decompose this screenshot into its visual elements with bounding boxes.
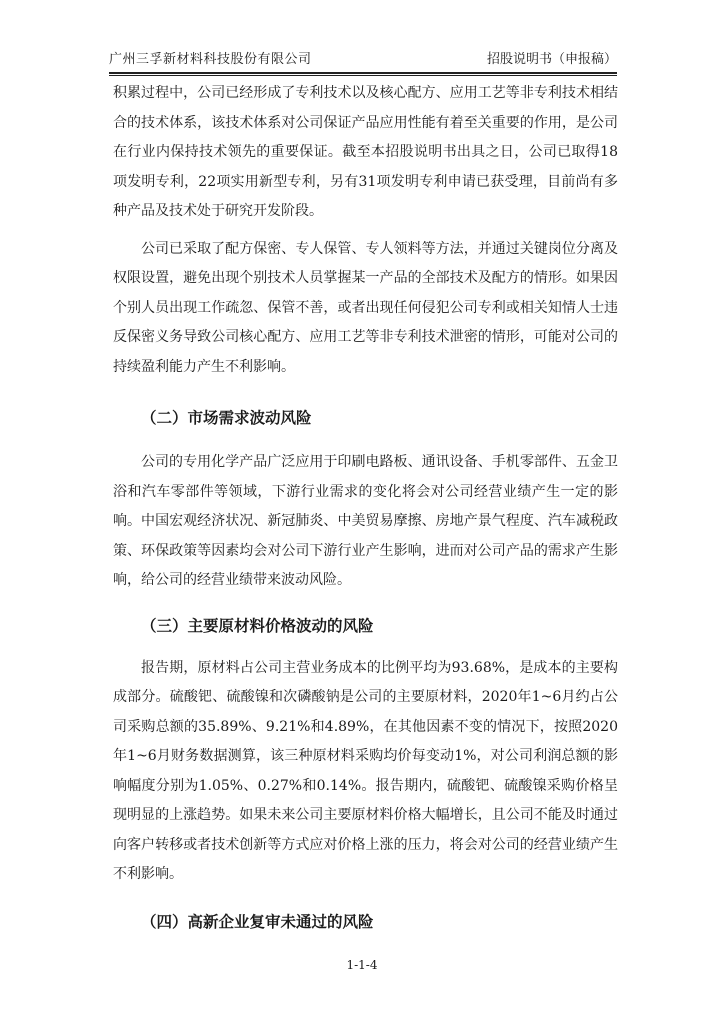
paragraph-market-demand: 公司的专用化学产品广泛应用于印刷电路板、通讯设备、手机零部件、五金卫浴和汽车零部件等领域，下游行业需求的变化将会对公司经营业绩产生一定的影响。中国宏观经济状况、新冠肺炎、中美贸易摩擦、房地产景气程度、汽车减税政策、环保政策等因素均会对公司下游行业产生影响，进而对公司产品的需求产生影响，给公司的经营业绩带来波动风险。: [113, 454, 618, 588]
header-rule-thin: [109, 75, 617, 76]
section-heading-market-demand: （二）市场需求波动风险: [141, 409, 312, 427]
page-number: 1-1-4: [346, 958, 378, 972]
paragraph-confidentiality: 公司已采取了配方保密、专人保管、专人领料等方法，并通过关键岗位分离及权限设置，避免出现个别技术人员掌握某一产品的全部技术及配方的情形。如果因个别人员出现工作疏忽、保管不善，或者出现任何侵犯公司专利或相关知情人士违反保密义务导致公司核心配方、应用工艺等非专利技术泄密的情形，可能对公司的持续盈利能力产生不利影响。: [113, 240, 618, 375]
page-header: [109, 50, 617, 72]
section-heading-raw-material: （三）主要原材料价格波动的风险: [141, 616, 374, 635]
section-heading-high-tech-review: （四）高新企业复审未通过的风险: [141, 912, 374, 931]
paragraph-tech-system: 积累过程中，公司已经形成了专利技术以及核心配方、应用工艺等非专利技术相结合的技术体系，该技术体系对公司保证产品应用性能有着至关重要的作用，是公司在行业内保持技术领先的重要保证。截至本招股说明书出具之日，公司已取得18项发明专利，22项实用新型专利，另有31项发明专利申请已获受理，目前尚有多种产品及技术处于研究开发阶段。: [113, 85, 618, 219]
page-body: [113, 79, 618, 934]
header-company-name: 广州三孚新材料科技股份有限公司: [109, 52, 312, 67]
header-rule-thick: [109, 72, 617, 74]
paragraph-raw-material: 报告期，原材料占公司主营业务成本的比例平均为93.68%，是成本的主要构成部分。硫酸钯、硫酸镍和次磷酸钠是公司的主要原材料，2020年1~6月约占公司采购总额的35.89%、9.21%和4.89%，在其他因素不变的情况下，按照2020年1~6月财务数据测算，该三种原材料采购均价每变动1%，对公司利润总额的影响幅度分别为1.05%、0.27%和0.14%。报告期内，硫酸钯、硫酸镍采购价格呈现明显的上涨趋势。如果未来公司主要原材料价格大幅增长，且公司不能及时通过向客户转移或者技术创新等方式应对价格上涨的压力，将会对公司的经营业绩产生不利影响。: [113, 659, 618, 882]
header-document-type: 招股说明书（申报稿）: [486, 52, 617, 67]
